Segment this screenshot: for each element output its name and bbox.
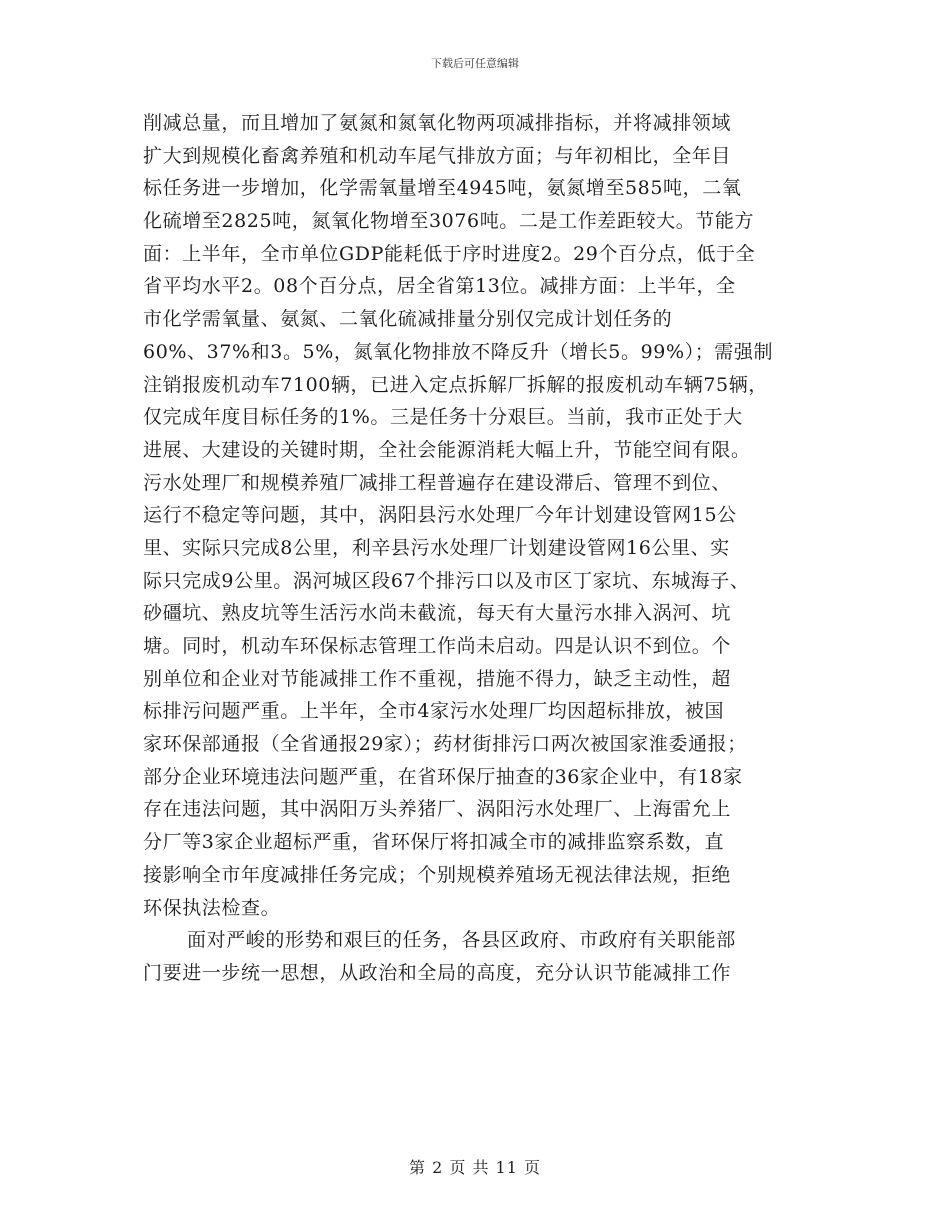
page-header: 下载后可任意编辑 — [431, 57, 519, 70]
text-line: 分厂等3家企业超标严重，省环保厅将扣减全市的减排监察系数，直 — [143, 831, 725, 854]
text-line: 省平均水平2。08个百分点，居全省第13位。减排方面：上半年，全 — [143, 275, 736, 298]
text-line: 仅完成年度目标任务的1%。三是任务十分艰巨。当前，我市正处于大 — [143, 406, 743, 429]
text-line: 别单位和企业对节能减排工作不重视，措施不得力，缺乏主动性，超 — [143, 667, 732, 690]
document-body — [143, 107, 843, 990]
text-line: 里、实际只完成8公里，利辛县污水处理厂计划建设管网16公里、实 — [143, 536, 730, 559]
text-line: 运行不稳定等问题，其中，涡阳县污水处理厂今年计划建设管网15公 — [143, 504, 737, 527]
text-line: 环保执法检查。 — [143, 896, 281, 919]
text-line: 家环保部通报（全省通报29家）；药材街排污口两次被国家淮委通报； — [143, 733, 747, 756]
text-line: 污水处理厂和规模养殖厂减排工程普遍存在建设滞后、管理不到位、 — [143, 471, 732, 494]
text-line: 化硫增至2825吨，氮氧化物增至3076吨。二是工作差距较大。节能方 — [143, 210, 755, 233]
text-line: 门要进一步统一思想，从政治和全局的高度，充分认识节能减排工作 — [143, 961, 732, 984]
text-line: 部分企业环境违法问题严重，在省环保厅抽查的36家企业中，有18家 — [143, 765, 743, 788]
text-line: 进展、大建设的关键时期，全社会能源消耗大幅上升，节能空间有限。 — [143, 438, 751, 461]
text-line: 注销报废机动车7100辆，已进入定点拆解厂拆解的报废机动车辆75辆， — [143, 373, 768, 396]
text-line: 接影响全市年度减排任务完成；个别规模养殖场无视法律法规，拒绝 — [143, 863, 732, 886]
text-line: 存在违法问题，其中涡阳万头养猪厂、涡阳污水处理厂、上海雷允上 — [143, 798, 732, 821]
text-line: 市化学需氧量、氨氮、二氧化硫减排量分别仅完成计划任务的 — [143, 308, 673, 331]
text-line: 60%、37%和3。5%，氮氧化物排放不降反升（增长5。99%）；需强制 — [143, 340, 774, 363]
text-line: 面：上半年，全市单位GDP能耗低于序时进度2。29个百分点，低于全 — [143, 242, 756, 265]
text-line: 砂礓坑、熟皮坑等生活污水尚未截流，每天有大量污水排入涡河、坑 — [143, 602, 732, 625]
text-line: 标任务进一步增加，化学需氧量增至4945吨，氨氮增至585吨，二氧 — [143, 177, 742, 200]
text-line: 削减总量，而且增加了氨氮和氮氧化物两项减排指标，并将减排领域 — [143, 112, 732, 134]
paragraph-start-line: 面对严峻的形势和艰巨的任务，各县区政府、市政府有关职能部 — [187, 929, 736, 952]
text-line: 际只完成9公里。涡河城区段67个排污口以及市区丁家坑、东城海子、 — [143, 569, 750, 592]
page-number-footer: 第 2 页 共 11 页 — [409, 1158, 541, 1177]
text-line: 标排污问题严重。上半年，全市4家污水处理厂均因超标排放，被国 — [143, 700, 725, 723]
text-line: 塘。同时，机动车环保标志管理工作尚未启动。四是认识不到位。个 — [143, 635, 732, 657]
text-line: 扩大到规模化畜禽养殖和机动车尾气排放方面；与年初相比，全年目 — [143, 144, 732, 167]
